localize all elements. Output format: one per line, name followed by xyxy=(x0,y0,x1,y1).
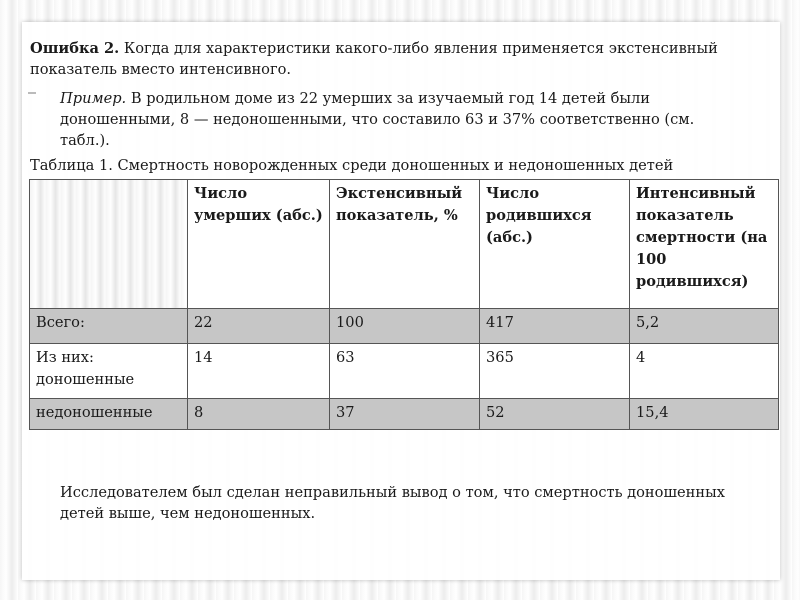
table-cell: недоношенные xyxy=(30,399,188,430)
example-label: Пример. xyxy=(60,90,127,107)
table-header-corner xyxy=(30,180,188,309)
table-cell: 365 xyxy=(480,344,630,399)
conclusion-paragraph: Исследователем был сделан неправильный вывод о том, что смертность доношенных детей выше, чем недоношенных. xyxy=(60,484,725,522)
table-cell: 14 xyxy=(188,344,330,399)
table-cell: 52 xyxy=(480,399,630,430)
error-text: Когда для характеристики какого-либо явления применяется экстенсивный показатель вместо интенсивного. xyxy=(30,40,718,78)
slide xyxy=(22,22,780,580)
table-cell: 63 xyxy=(330,344,480,399)
table-cell: 5,2 xyxy=(630,309,779,344)
table-header-intensive: Интенсивный показатель смертности (на 100 родившихся) xyxy=(630,180,779,309)
table-header-births: Число родившихся (абс.) xyxy=(480,180,630,309)
example-paragraph xyxy=(60,88,720,151)
table-cell: 4 xyxy=(630,344,779,399)
table-cell: Из них: доношенные xyxy=(30,344,188,399)
table-cell: 100 xyxy=(330,309,480,344)
table-row xyxy=(30,399,779,430)
table-row xyxy=(30,344,779,399)
table-cell: Всего: xyxy=(30,309,188,344)
bullet-marker xyxy=(28,92,36,94)
table-cell: 37 xyxy=(330,399,480,430)
example-text: В родильном доме из 22 умерших за изучаемый год 14 детей были доношенными, 8 — недоношенными, что составило 63 и 37% соответственно (см. табл.). xyxy=(60,90,695,149)
error-label: Ошибка 2. xyxy=(30,40,120,57)
table-header-deaths: Число умерших (абс.) xyxy=(188,180,330,309)
table-cell: 22 xyxy=(188,309,330,344)
error-paragraph xyxy=(30,38,750,80)
table-cell: 8 xyxy=(188,399,330,430)
mortality-table xyxy=(29,179,779,430)
table-header-row xyxy=(30,180,779,309)
table-caption: Таблица 1. Смертность новорожденных среди доношенных и недоношенных детей xyxy=(30,157,674,174)
table-row xyxy=(30,309,779,344)
table-cell: 15,4 xyxy=(630,399,779,430)
table-header-extensive: Экстенсивный показатель, % xyxy=(330,180,480,309)
table-cell: 417 xyxy=(480,309,630,344)
